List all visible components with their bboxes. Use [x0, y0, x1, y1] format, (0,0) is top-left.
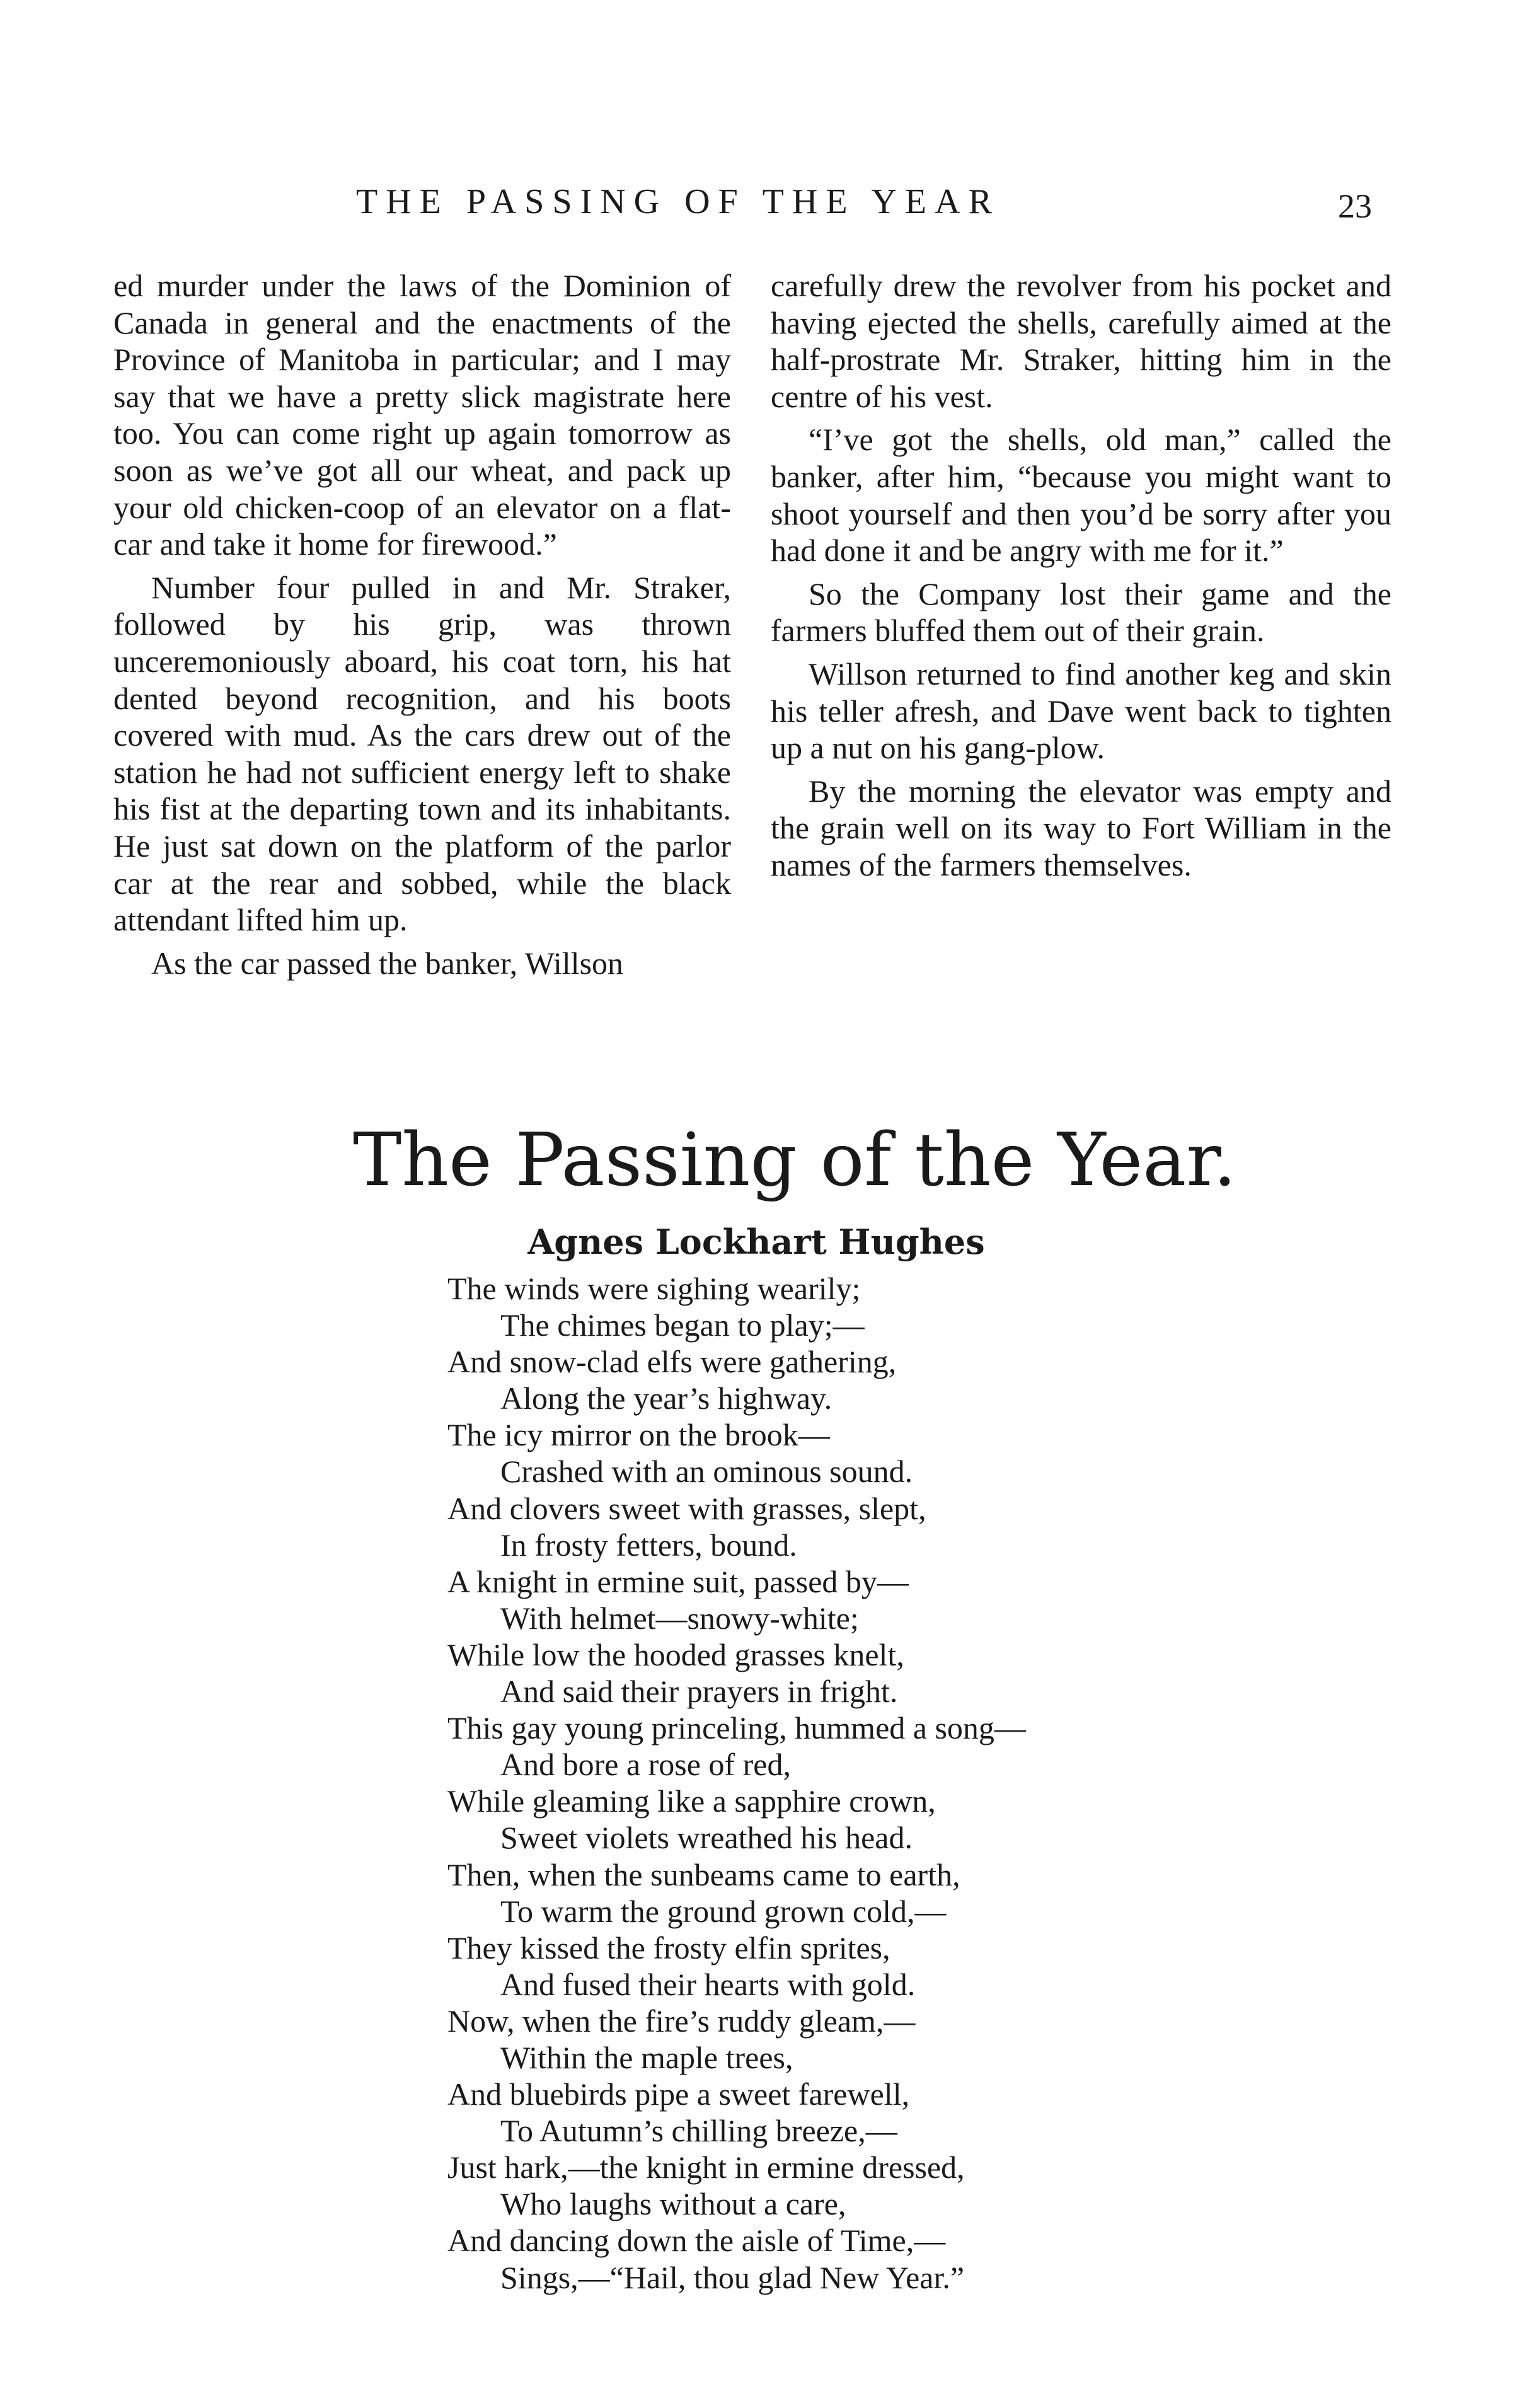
poem-line: And clovers sweet with grasses, slept, — [447, 1490, 926, 1526]
poem-body — [447, 1270, 1267, 2296]
poem-line: The icy mirror on the brook— — [447, 1417, 830, 1453]
story-paragraph: Number four pulled in and Mr. Straker, followed by his grip, was thrown unceremoniously aboard, his coat torn, his hat dented beyond recognition, and his boots covered with mud. As the cars drew out of the station he had not sufficient energy left to shake his fist at the departing town and its inhabitants. He just sat down on the platform of the parlor car at the rear and sobbed, while the black attendant lifted him up. — [113, 569, 731, 938]
poem-line: This gay young princeling, hummed a song— — [447, 1710, 1026, 1746]
story-paragraph: So the Company lost their game and the farmers bluffed them out of their grain. — [771, 576, 1391, 649]
poem-line: While low the hooded grasses knelt, — [447, 1636, 904, 1672]
running-head: THE PASSING OF THE YEAR — [356, 182, 1000, 221]
poem-line: Sweet violets wreathed his head. — [500, 1820, 913, 1856]
story-paragraph: As the car passed the banker, Willson — [151, 945, 624, 981]
poem-line: And bluebirds pipe a sweet farewell, — [447, 2076, 910, 2112]
poem-line: Within the maple trees, — [500, 2039, 793, 2075]
poem-line: In frosty fetters, bound. — [500, 1527, 797, 1563]
story-paragraph: ed murder under the laws of the Dominion of Canada in general and the enactments of the Province of Manitoba in particular; and I may say that we have a pretty slick magistrate here too. You can come right up again tomorrow as soon as we’ve got all our wheat, and pack up your old chicken-coop of an elevator on a flat-car and take it home for firewood.” — [113, 268, 731, 562]
poem-line: Then, when the sunbeams came to earth, — [447, 1856, 960, 1892]
poem-line: Crashed with an ominous sound. — [500, 1454, 913, 1490]
story-paragraph: Willson returned to find another keg and skin his teller afresh, and Dave went back to tighten up a nut on his gang-plow. — [771, 656, 1391, 766]
poem-line: A knight in ermine suit, passed by— — [447, 1563, 909, 1599]
poem-line: The chimes began to play;— — [500, 1307, 865, 1343]
poem-line: And dancing down the aisle of Time,— — [447, 2223, 946, 2259]
story-left-column — [113, 267, 731, 981]
poem-line: Now, when the fire’s ruddy gleam,— — [447, 2003, 916, 2039]
poem-author: Agnes Lockhart Hughes — [527, 1222, 985, 1262]
story-paragraph: By the morning the elevator was empty and the grain well on its way to Fort William in the names of the farmers themselves. — [771, 773, 1391, 883]
poem-line: And fused their hearts with gold. — [500, 1966, 916, 2002]
poem-line: With helmet—snowy-white; — [500, 1600, 859, 1636]
poem-line: And snow-clad elfs were gathering, — [447, 1344, 897, 1380]
poem-line: Just hark,—the knight in ermine dressed, — [447, 2150, 965, 2185]
poem-line: Who laughs without a care, — [500, 2186, 846, 2222]
poem-line: The winds were sighing wearily; — [447, 1271, 861, 1306]
poem-line: To Autumn’s chilling breeze,— — [500, 2113, 897, 2149]
page-number: 23 — [1338, 187, 1372, 225]
poem-line: And said their prayers in fright. — [500, 1674, 898, 1710]
story-paragraph: “I’ve got the shells, old man,” called the banker, after him, “because you might want to shoot yourself and then you’d be sorry after you had done it and be angry with me for it.” — [771, 422, 1391, 569]
story-paragraph: carefully drew the revolver from his pocket and having ejected the shells, carefully aimed at the half-prostrate Mr. Straker, hitting him in the centre of his vest. — [771, 268, 1391, 414]
poem-line: And bore a rose of red, — [500, 1747, 791, 1783]
story-right-column — [771, 267, 1391, 884]
poem-line: Sings,—“Hail, thou glad New Year.” — [500, 2259, 965, 2295]
poem-line: They kissed the frosty elfin sprites, — [447, 1930, 890, 1965]
poem-line: Along the year’s highway. — [500, 1381, 832, 1416]
poem-line: While gleaming like a sapphire crown, — [447, 1783, 936, 1819]
poem-title: The Passing of the Year. — [353, 1118, 1236, 1203]
poem-line: To warm the ground grown cold,— — [500, 1893, 947, 1929]
